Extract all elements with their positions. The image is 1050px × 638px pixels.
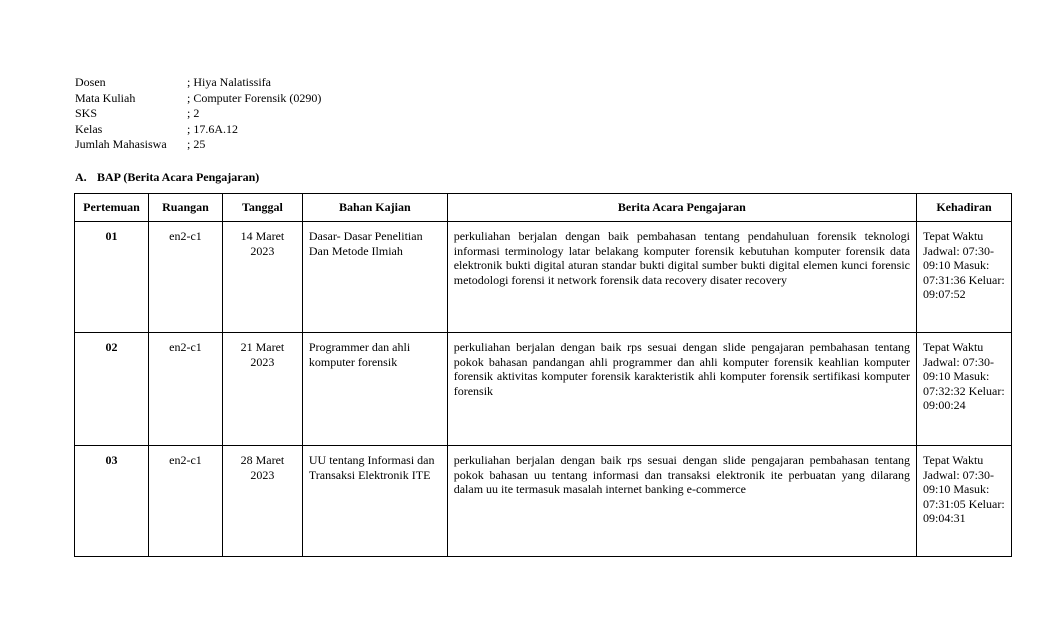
cell-kehadiran: Tepat Waktu Jadwal: 07:30-09:10 Masuk: 07:32:32 Keluar: 09:00:24 (917, 333, 1012, 446)
bap-table (74, 193, 1012, 557)
table-header-row (75, 194, 1012, 222)
table-row (75, 333, 1012, 446)
table-row (75, 222, 1012, 333)
cell-ruangan: en2-c1 (148, 446, 222, 557)
info-row-jumlah-mahasiswa (75, 137, 321, 153)
header-bahan-kajian: Bahan Kajian (302, 194, 447, 222)
info-value: ; 25 (187, 137, 206, 151)
cell-pertemuan: 03 (75, 446, 149, 557)
info-label: Dosen (75, 75, 106, 89)
cell-pertemuan: 02 (75, 333, 149, 446)
section-letter: A. (75, 170, 87, 184)
cell-bahan-kajian: Programmer dan ahli komputer forensik (302, 333, 447, 446)
course-info (75, 75, 321, 153)
cell-tanggal: 28 Maret 2023 (222, 446, 302, 557)
info-row-sks (75, 106, 321, 122)
info-row-mata-kuliah (75, 91, 321, 107)
info-row-dosen (75, 75, 321, 91)
section-heading (75, 170, 259, 185)
info-row-kelas (75, 122, 321, 138)
header-kehadiran: Kehadiran (917, 194, 1012, 222)
cell-kehadiran: Tepat Waktu Jadwal: 07:30-09:10 Masuk: 07:31:36 Keluar: 09:07:52 (917, 222, 1012, 333)
info-label: Mata Kuliah (75, 90, 136, 105)
table-row (75, 446, 1012, 557)
cell-berita-acara: perkuliahan berjalan dengan baik rps sesuai dengan slide pengajaran pembahasan tentang pokok bahasan uu tentang informasi dan transaksi elektronik ite perbuatan yang dilarang dalam uu ite termasuk masalah internet banking e-commerce (447, 446, 916, 557)
cell-bahan-kajian: UU tentang Informasi dan Transaksi Elektronik ITE (302, 446, 447, 557)
info-label: Jumlah Mahasiswa (75, 137, 167, 151)
cell-ruangan: en2-c1 (148, 333, 222, 446)
header-pertemuan: Pertemuan (75, 194, 149, 222)
info-label: SKS (75, 106, 98, 120)
cell-bahan-kajian: Dasar- Dasar Penelitian Dan Metode Ilmiah (302, 222, 447, 333)
cell-berita-acara: perkuliahan berjalan dengan baik pembahasan tentang pendahuluan forensik teknologi informasi terminology latar belakang komputer forensik kebutuhan komputer forensik data elektronik bukti digital aturan standar bukti digital sumber bukti digital elemen kunci forensic metodologi forensi it network forensik data recovery disater recovery (447, 222, 916, 333)
cell-kehadiran: Tepat Waktu Jadwal: 07:30-09:10 Masuk: 07:31:05 Keluar: 09:04:31 (917, 446, 1012, 557)
header-tanggal: Tanggal (222, 194, 302, 222)
cell-tanggal: 14 Maret 2023 (222, 222, 302, 333)
info-value: ; 2 (187, 106, 200, 120)
info-value: ; Computer Forensik (0290) (187, 90, 322, 105)
section-title: BAP (Berita Acara Pengajaran) (97, 170, 260, 184)
header-berita-acara: Berita Acara Pengajaran (447, 194, 916, 222)
cell-tanggal: 21 Maret 2023 (222, 333, 302, 446)
cell-berita-acara: perkuliahan berjalan dengan baik rps sesuai dengan slide pengajaran pembahasan tentang pokok bahasan pandangan ahli programmer dan ahli komputer forensik keahlian komputer forensik aktivitas komputer forensik karakteristik ahli komputer forensik sertifikasi komputer forensik (447, 333, 916, 446)
cell-pertemuan: 01 (75, 222, 149, 333)
info-label: Kelas (75, 121, 103, 136)
header-ruangan: Ruangan (148, 194, 222, 222)
info-value: ; Hiya Nalatissifa (187, 75, 271, 89)
info-value: ; 17.6A.12 (187, 121, 238, 136)
cell-ruangan: en2-c1 (148, 222, 222, 333)
